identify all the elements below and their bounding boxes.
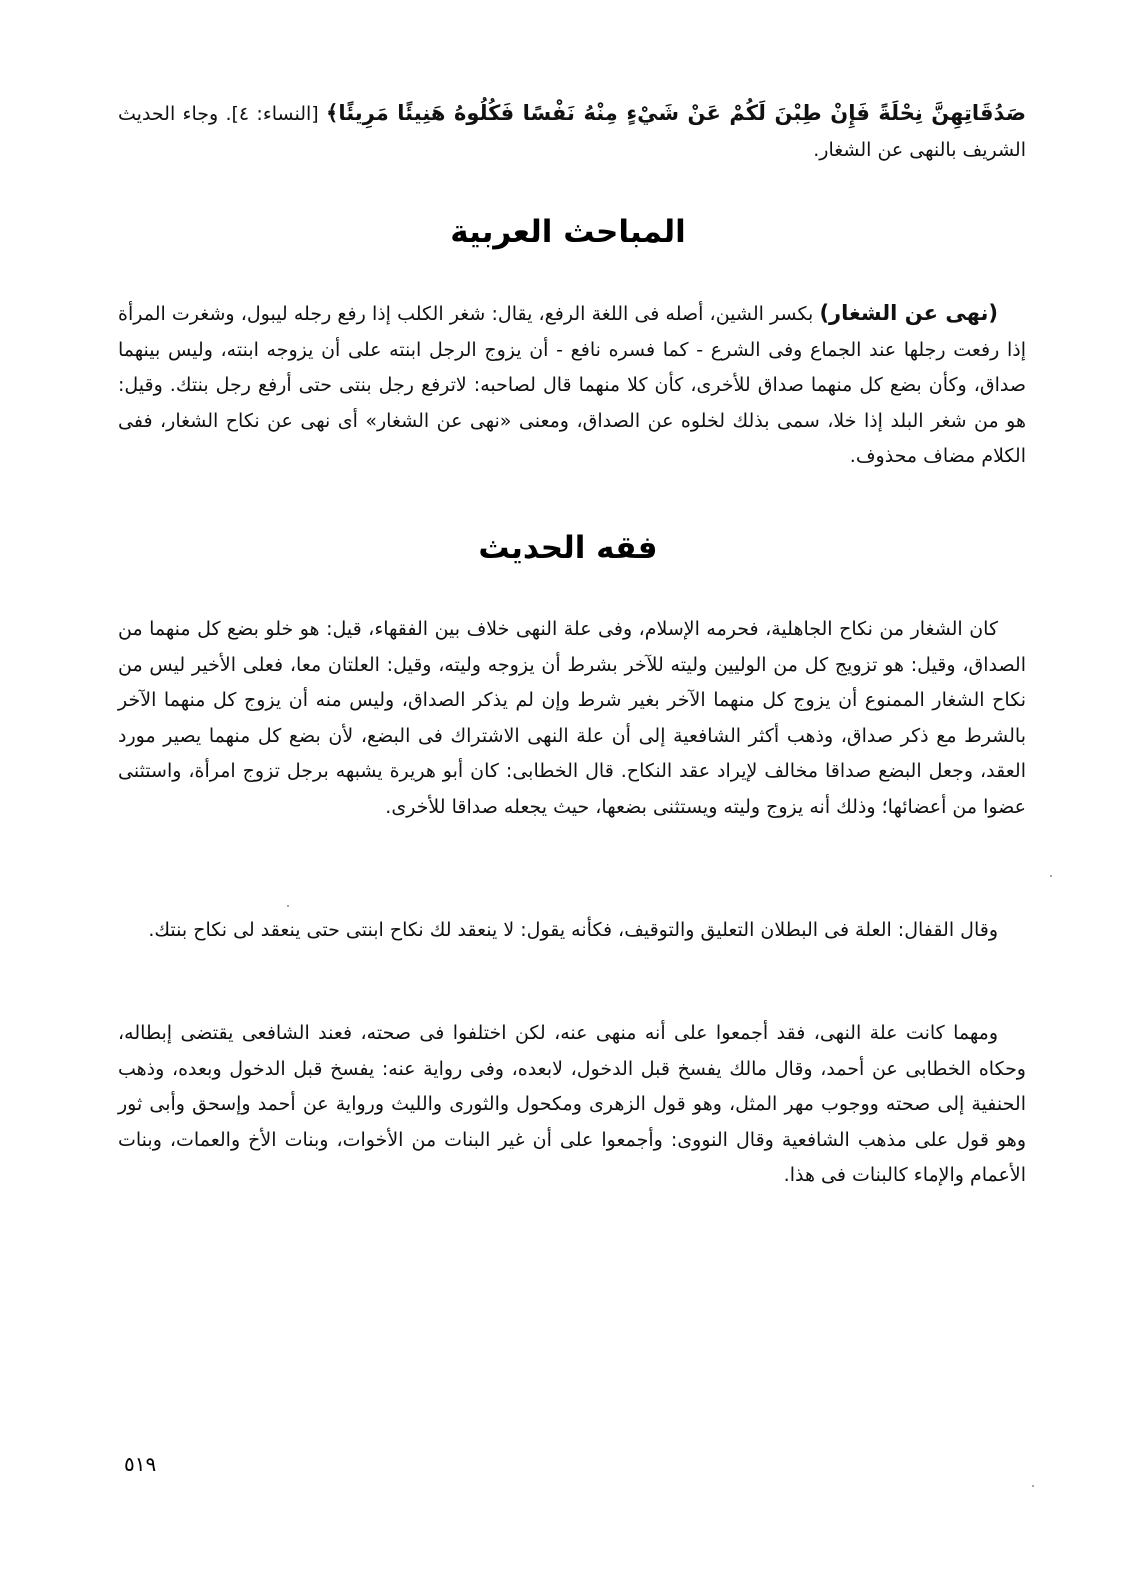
paragraph-fiqh-2 — [118, 913, 1026, 949]
paragraph-text: بكسر الشين، أصله فى اللغة الرفع، يقال: شغر الكلب إذا رفع رجله ليبول، وشغرت المرأة إذا رفعت رجلها عند الجماع وفى الشرع - كما فسره نافع - أن يزوج الرجل ابنته على أن يزوجه ابنته، وليس بينهما صداق، وكأن بضع كل منهما صداق للأخرى، كأن كلا منهما قال لصاحبه: لاترفع رجل بنتى حتى أرفع رجل بنتك. وقيل: هو من شغر البلد إذا خلا، سمى بذلك لخلوه عن الصداق، ومعنى «نهى عن الشغار» أى نهى عن نكاح الشغار، ففى الكلام مضاف محذوف. — [118, 303, 1026, 467]
scan-speck — [1032, 1485, 1034, 1487]
paragraph-shighar-definition — [118, 296, 1026, 475]
paragraph-text: كان الشغار من نكاح الجاهلية، فحرمه الإسلام، وفى علة النهى خلاف بين الفقهاء، قيل: هو خلو بضع كل منهما من الصداق، وقيل: هو تزويج كل من الوليين وليته للآخر بشرط أن يزوجه وليته، وقيل: العلتان معا، فعلى الأخير ليس من نكاح الشغار الممنوع أن يزوج كل منهما الآخر بغير شرط وإن لم يذكر الصداق، وليس منه أن يزوج كل منهما الآخر بالشرط مع ذكر صداق، وذهب أكثر الشافعية إلى أن علة النهى الاشتراك فى البضع، لأن بضع كل منهما يصير مورد العقد، وجعل البضع صداقا مخالف لإيراد عقد النكاح. قال الخطابى: كان أبو هريرة يشبهه برجل تزوج امرأة، واستثنى عضوا من أعضائها؛ وذلك أنه يزوج وليته ويستثنى بضعها، حيث يجعله صداقا للأخرى. — [118, 618, 1026, 818]
verse-citation: [النساء: ٤]. وجاء الحديث الشريف بالنهى عن الشغار. — [118, 103, 1026, 161]
scan-speck — [1050, 875, 1052, 877]
intro-paragraph — [118, 96, 1026, 168]
paragraph-text: ومهما كانت علة النهى، فقد أجمعوا على أنه منهى عنه، لكن اختلفوا فى صحته، فعند الشافعى يقتضى إبطاله، وحكاه الخطابى عن أحمد، وقال مالك يفسخ قبل الدخول، لابعده، وفى رواية عنه: يفسخ قبل الدخول وبعده، وذهب الحنفية إلى صحته ووجوب مهر المثل، وهو قول الزهرى ومكحول والثورى والليث ورواية عن أحمد وإسحق وأبى ثور وهو قول على مذهب الشافعية وقال النووى: وأجمعوا على أن غير البنات من الأخوات، وبنات الأخ والعمات، وبنات الأعمام والإماء كالبنات فى هذا. — [118, 1022, 1026, 1186]
paragraph-fiqh-1 — [118, 612, 1026, 825]
section-heading-hadith-fiqh: فقه الحديث — [478, 530, 658, 566]
glossary-term: (نهى عن الشغار) — [819, 301, 999, 325]
page-number: ٥١٩ — [124, 1452, 157, 1476]
quran-verse: صَدُقَاتِهِنَّ نِحْلَةً فَإِنْ طِبْنَ لَكُمْ عَنْ شَيْءٍ مِنْهُ نَفْسًا فَكُلُوهُ هَنِيئًا مَرِيئًا﴾ — [326, 101, 1026, 125]
paragraph-text: وقال القفال: العلة فى البطلان التعليق والتوقيف، فكأنه يقول: لا ينعقد لك نكاح ابنتى حتى ينعقد لى نكاح بنتك. — [148, 919, 998, 941]
section-heading-arabic-topics: المباحث العربية — [450, 214, 686, 250]
paragraph-fiqh-3 — [118, 1016, 1026, 1194]
scan-speck — [287, 905, 289, 907]
